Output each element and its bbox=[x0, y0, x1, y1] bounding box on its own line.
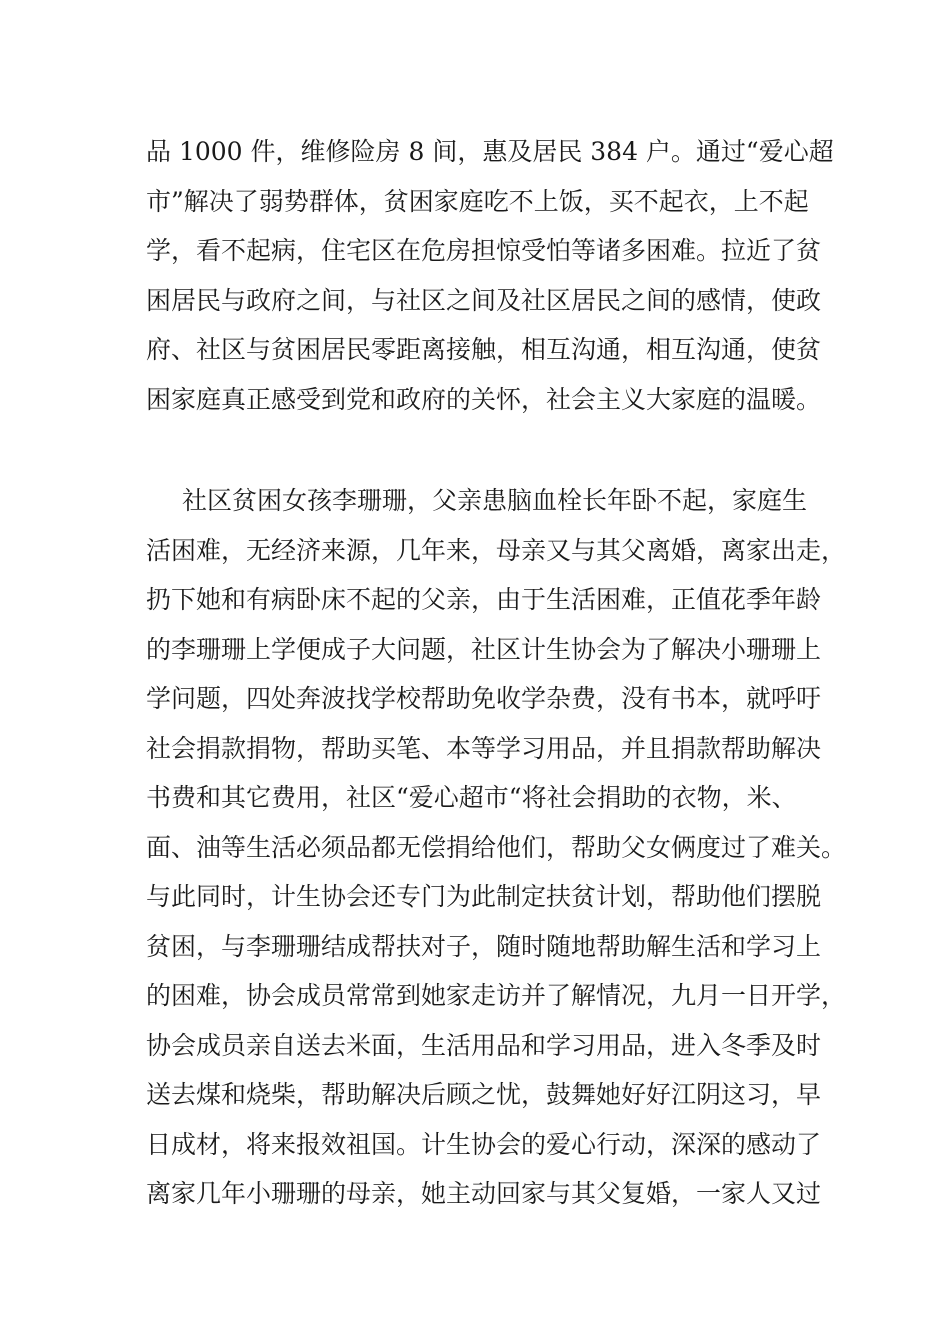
text-line: 困居民与政府之间，与社区之间及社区居民之间的感情，使政 bbox=[146, 285, 822, 315]
text-line: 困家庭真正感受到党和政府的关怀，社会主义大家庭的温暖。 bbox=[146, 384, 822, 414]
text-line: 的困难，协会成员常常到她家走访并了解情况，九月一日开学， bbox=[146, 981, 847, 1010]
text-line: 面、油等生活必须品都无偿捐给他们，帮助父女俩度过了难关。 bbox=[146, 832, 847, 862]
text-line: 离家几年小珊珊的母亲，她主动回家与其父复婚，一家人又过 bbox=[146, 1179, 822, 1208]
paragraph-2 bbox=[146, 476, 847, 1219]
text-line: 府、社区与贫困居民零距离接触，相互沟通，相互沟通，使贫 bbox=[146, 335, 822, 364]
text-line: 品 1000 件，维修险房 8 间，惠及居民 384 户。通过“爱心超 bbox=[146, 137, 834, 166]
text-line: 日成材，将来报效祖国。计生协会的爱心行动，深深的感动了 bbox=[146, 1129, 822, 1159]
text-line: 学问题，四处奔波找学校帮助免收学杂费，没有书本，就呼吁 bbox=[146, 684, 822, 713]
text-line: 社区贫困女孩李珊珊，父亲患脑血栓长年卧不起，家庭生 bbox=[182, 486, 808, 515]
text-line: 扔下她和有病卧床不起的父亲，由于生活困难，正值花季年龄 bbox=[146, 585, 822, 614]
text-line: 协会成员亲自送去米面，生活用品和学习用品，进入冬季及时 bbox=[146, 1030, 822, 1060]
text-line: 的李珊珊上学便成子大问题，社区计生协会为了解决小珊珊上 bbox=[146, 634, 822, 664]
text-line: 送去煤和烧柴，帮助解决后顾之忧，鼓舞她好好江阴这习，早 bbox=[146, 1080, 822, 1109]
text-line: 市”解决了弱势群体，贫困家庭吃不上饭，买不起衣，上不起 bbox=[146, 186, 809, 216]
text-line: 书费和其它费用，社区“爱心超市“将社会捐助的衣物，米、 bbox=[146, 783, 797, 812]
text-line: 活困难，无经济来源，几年来，母亲又与其父离婚，离家出走， bbox=[146, 535, 847, 565]
text-line: 社会捐款捐物，帮助买笔、本等学习用品，并且捐款帮助解决 bbox=[146, 733, 822, 763]
paragraph-1 bbox=[146, 127, 834, 424]
text-line: 学，看不起病，住宅区在危房担惊受怕等诸多困难。拉近了贫 bbox=[146, 236, 822, 265]
text-line: 与此同时，计生协会还专门为此制定扶贫计划，帮助他们摆脱 bbox=[146, 882, 822, 911]
text-line: 贫困，与李珊珊结成帮扶对子，随时随地帮助解生活和学习上 bbox=[146, 931, 822, 961]
